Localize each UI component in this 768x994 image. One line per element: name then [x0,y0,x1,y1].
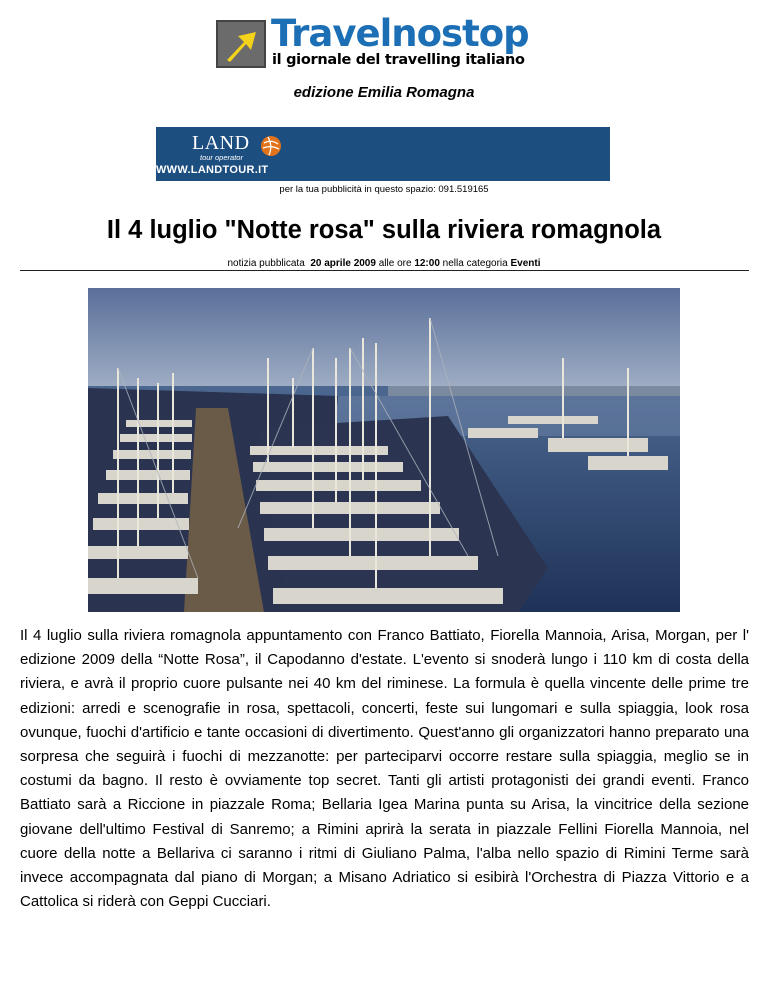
arrow-icon [216,20,266,68]
site-logo[interactable] [216,12,556,72]
article-meta [0,258,768,269]
advertisement-banner[interactable] [156,127,610,181]
article-photo-marina [88,288,680,612]
advertising-note: per la tua pubblicità in questo spazio: 091.519165 [279,184,489,195]
edition-label: edizione Emilia Romagna [293,84,475,101]
logo-tagline: il giornale del travelling italiano [272,52,525,68]
meta-time-prefix: alle ore [378,258,412,269]
banner-subtitle: tour operator [200,153,243,162]
article-body: Il 4 luglio sulla riviera romagnola appuntamento con Franco Battiato, Fiorella Mannoia, Arisa, Morgan, per l' edizione 2009 della “Notte Rosa”, il Capodanno d'estate. L'evento si snoderà lungo i 110 km di costa della riviera, e avrà il proprio cuore pulsante nei 40 km del riminese. La formula è quella vincente delle prime tre edizioni: arredi e scenografie in rosa, spettacoli, concerti, feste sui lungomari e sulla spiaggia, look rosa ovunque, fuochi d'artificio e tante occasioni di divertimento. Quest'anno gli organizzatori hanno preparato una sorpresa che seguirà i fuochi di mezzanotte: per parteciparvi occorre restare sulla spiaggia, meglio se in costumi da bagno. Il resto è ovviamente top secret. Tanti gli artisti protagonisti dei grandi eventi. Franco Battiato sarà a Riccione in piazzale Roma; Bellaria Igea Marina punta su Arisa, la vincitrice della sezione giovane dell'ultimo Festival di Sanremo; a Rimini aprirà la serata in piazzale Fellini Fiorella Mannoia, nel cuore della notte a Bellariva ci saranno i ritmi di Giuliano Palma, l'alba nello spazio di Rimini Terme sarà invece accompagnata dal piano di Morgan; a Misano Adriatico si esibirà l'Orchestra di Piazza Vittorio e a Cattolica si riderà con Geppi Cucciari. [20,627,749,911]
meta-time: 12:00 [414,258,440,269]
logo-name: Travelnostop [271,12,529,55]
title-divider [20,270,749,271]
meta-prefix: notizia pubblicata [227,258,305,269]
article-title: Il 4 luglio "Notte rosa" sulla riviera romagnola [106,216,662,244]
meta-category-prefix: nella categoria [442,258,508,269]
meta-category: Eventi [510,258,541,269]
banner-url[interactable]: WWW.LANDTOUR.IT [156,164,269,176]
globe-icon [260,135,282,157]
banner-brand: LAND [192,132,250,154]
meta-date: 20 aprile 2009 [310,258,376,269]
